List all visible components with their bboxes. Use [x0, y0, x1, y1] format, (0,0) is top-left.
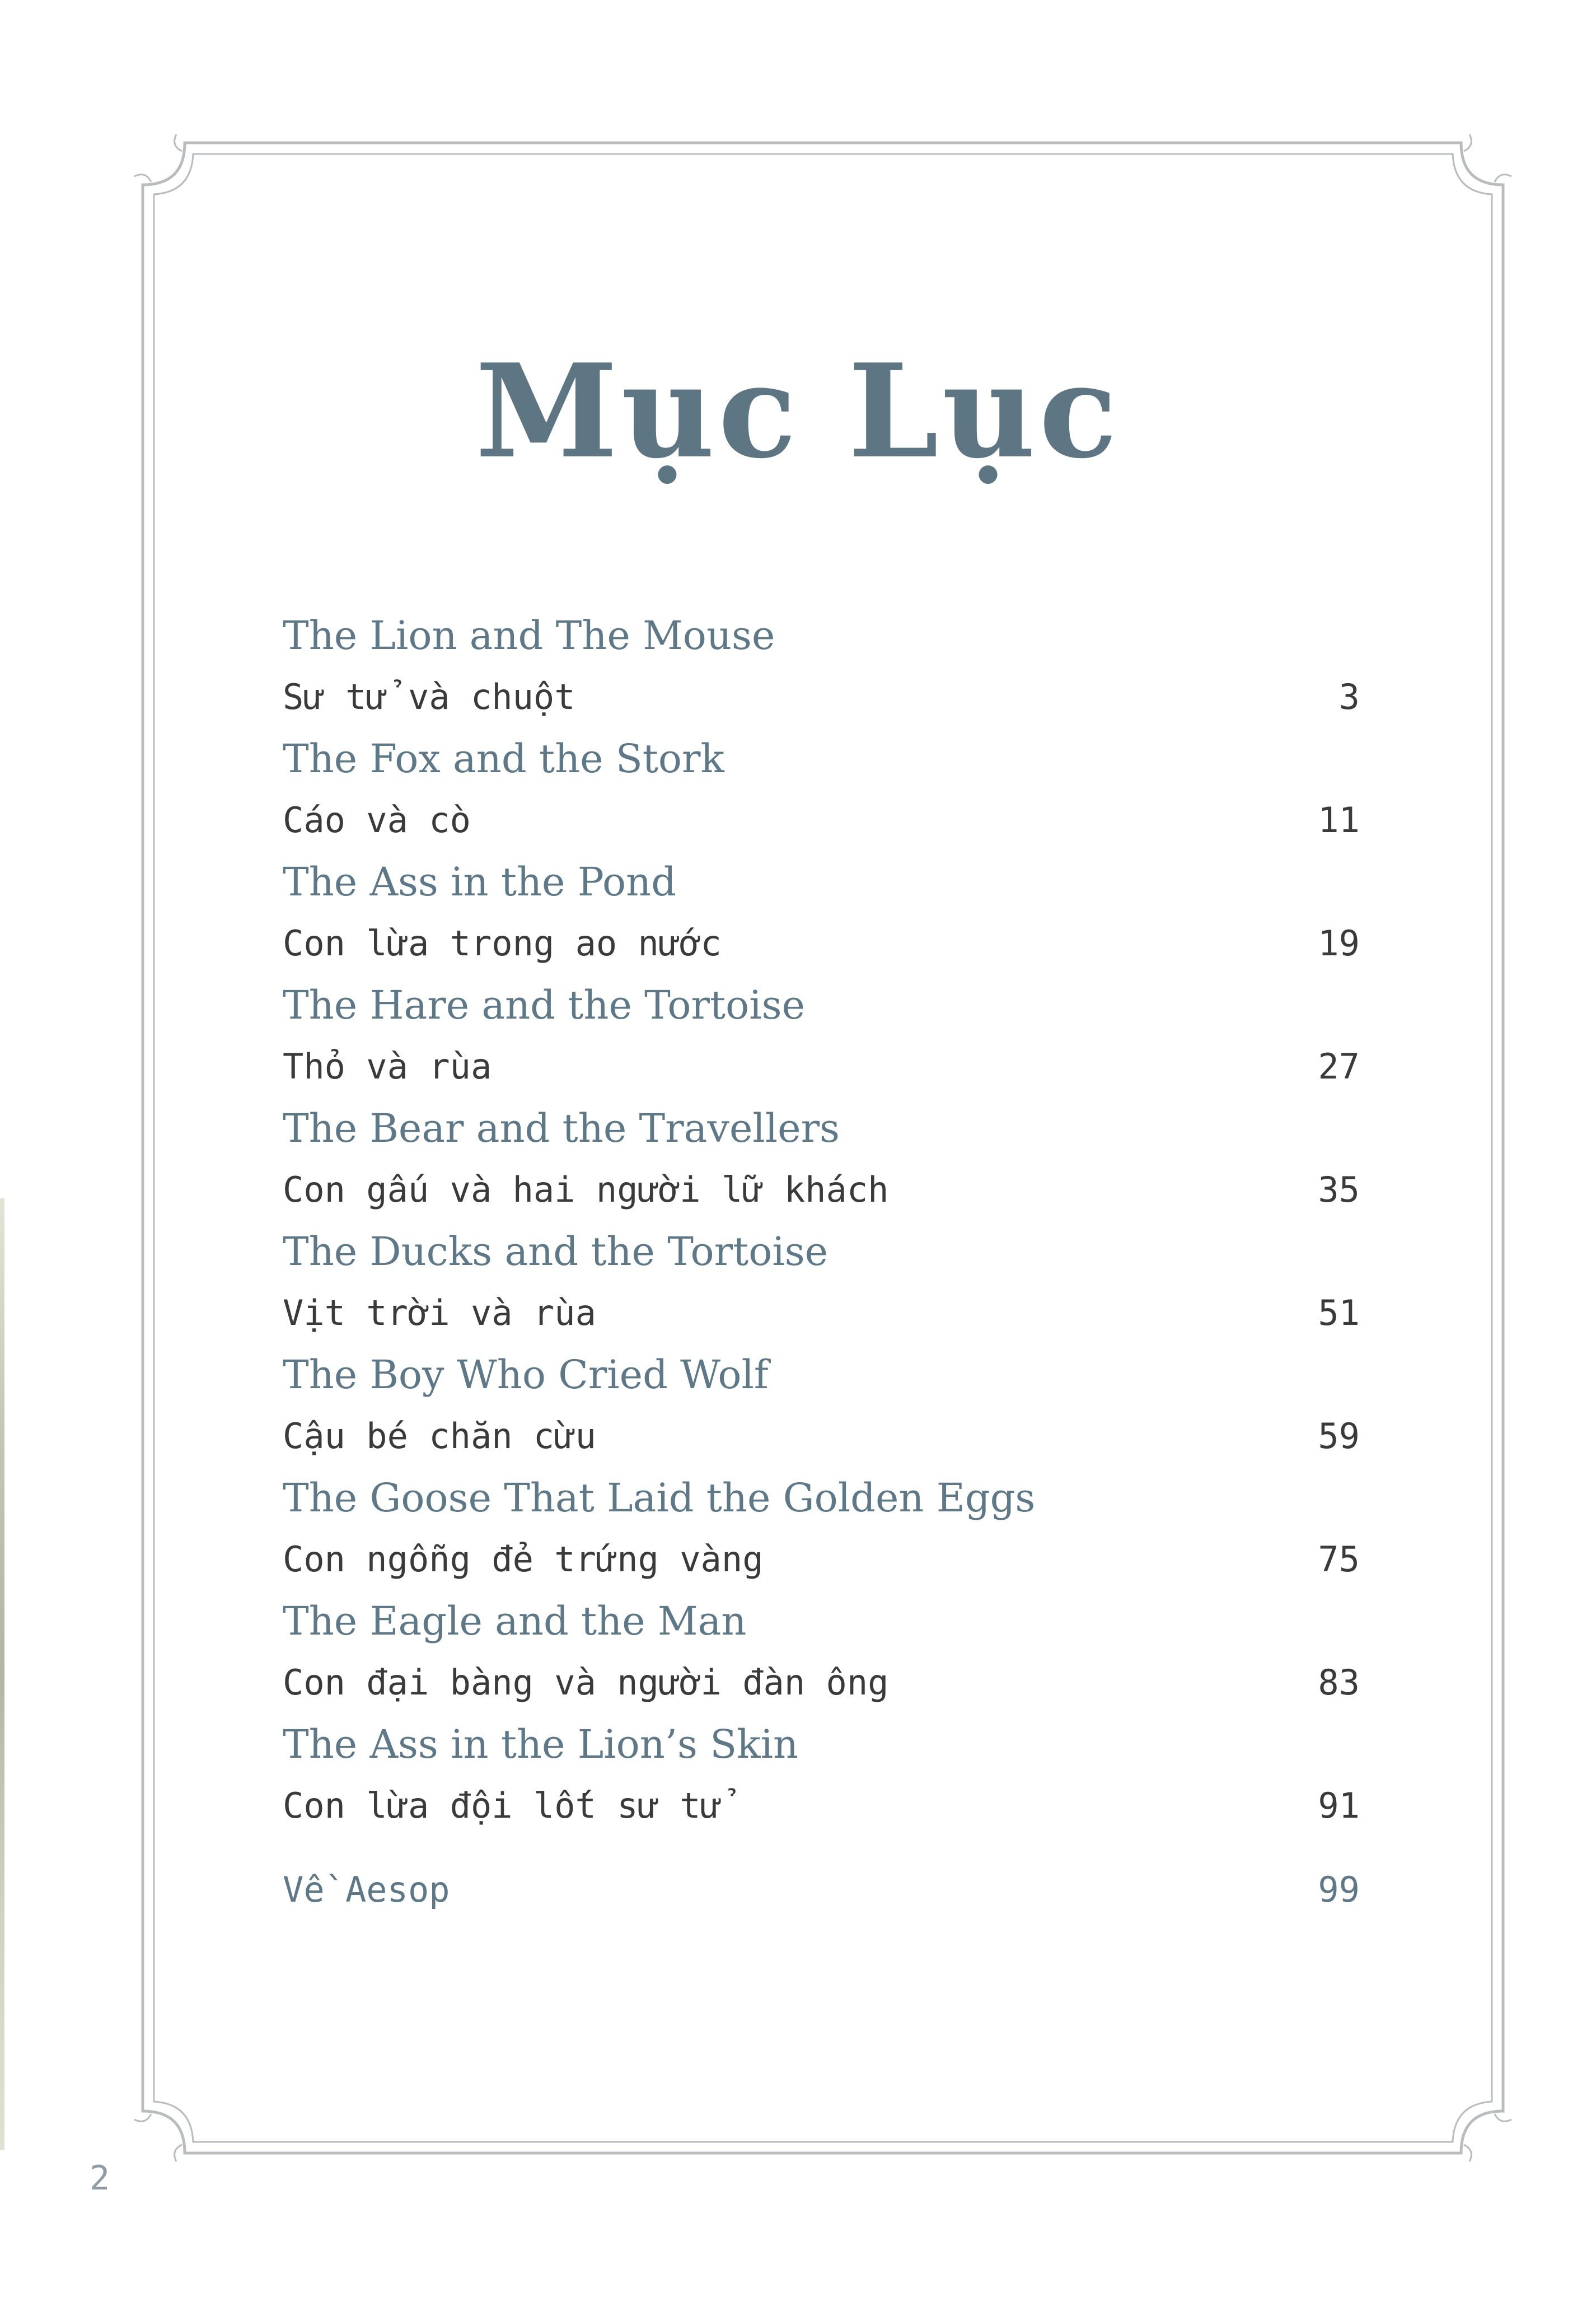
- toc-entry[interactable]: [283, 974, 1363, 1098]
- toc-entry-vietnamese-row: [283, 1529, 1363, 1590]
- toc-entry-page-number: 11: [1318, 800, 1360, 841]
- toc-entry-vietnamese-row: [283, 1036, 1363, 1098]
- page-folio-number: 2: [90, 2159, 110, 2198]
- toc-entry[interactable]: [283, 1590, 1363, 1714]
- toc-entry[interactable]: [283, 1221, 1363, 1344]
- toc-entry-english-title: The Boy Who Cried Wolf: [283, 1352, 769, 1398]
- toc-entry-vietnamese-title: Con ngỗng đẻ trứng vàng: [283, 1539, 764, 1580]
- toc-entry-english-title: The Lion and The Mouse: [283, 613, 775, 659]
- toc-entry-vietnamese-row: [283, 1406, 1363, 1467]
- toc-entry-vietnamese-title: Vịt trời và rùa: [283, 1292, 596, 1333]
- toc-entry-english-title: The Ass in the Pond: [283, 859, 677, 905]
- toc-entry-vietnamese-row: [283, 666, 1363, 728]
- toc-entry[interactable]: [283, 1098, 1363, 1221]
- toc-entry-vietnamese-title: Con đại bàng và người đàn ông: [283, 1662, 889, 1703]
- toc-entry[interactable]: [283, 851, 1363, 974]
- toc-entry-english-title: The Hare and the Tortoise: [283, 982, 806, 1028]
- toc-entry-vietnamese-title: Con lừa đội lốt sư tử: [283, 1785, 722, 1826]
- toc-entry-vietnamese-row: [283, 1652, 1363, 1714]
- toc-entry-english-title: The Ass in the Lion’s Skin: [283, 1721, 799, 1767]
- toc-entry-english-title: The Ducks and the Tortoise: [283, 1229, 829, 1274]
- toc-entry-vietnamese-title: Con gấu và hai người lữ khách: [283, 1169, 889, 1210]
- toc-entry-page-number: 35: [1318, 1169, 1360, 1210]
- toc-entry-english-title: The Eagle and the Man: [283, 1598, 747, 1644]
- page-title: Mục Lục: [475, 336, 1121, 487]
- toc-entry-vietnamese-title: Thỏ và rùa: [283, 1046, 492, 1087]
- toc-entry[interactable]: [283, 1467, 1363, 1590]
- table-of-contents: [283, 605, 1363, 1837]
- toc-entry-vietnamese-row: [283, 1282, 1363, 1344]
- toc-entry-vietnamese-title: Cáo và cò: [283, 800, 471, 841]
- toc-entry[interactable]: [283, 1714, 1363, 1837]
- toc-entry-page-number: 51: [1318, 1292, 1360, 1333]
- toc-entry-page-number: 3: [1338, 676, 1360, 717]
- toc-entry-page-number: 27: [1318, 1046, 1360, 1087]
- toc-entry-page-number: 75: [1318, 1539, 1360, 1580]
- about-aesop-page-number: 99: [1318, 1869, 1360, 1910]
- toc-entry-english-title: The Bear and the Travellers: [283, 1105, 840, 1151]
- toc-entry-vietnamese-row: [283, 1775, 1363, 1837]
- toc-entry-vietnamese-row: [283, 913, 1363, 974]
- toc-entry-vietnamese-row: [283, 1159, 1363, 1221]
- toc-entry-vietnamese-title: Con lừa trong ao nước: [283, 923, 722, 964]
- toc-entry-about-aesop[interactable]: [283, 1859, 1363, 1921]
- toc-entry-page-number: 59: [1318, 1416, 1360, 1456]
- toc-entry-english-title: The Goose That Laid the Golden Eggs: [283, 1475, 1036, 1521]
- about-aesop-label: Về Aesop: [283, 1869, 450, 1910]
- toc-entry-page-number: 91: [1318, 1785, 1360, 1826]
- toc-entry[interactable]: [283, 728, 1363, 851]
- toc-entry-english-title: The Fox and the Stork: [283, 736, 724, 782]
- toc-entry-vietnamese-row: [283, 790, 1363, 851]
- toc-entry-page-number: 83: [1318, 1662, 1360, 1703]
- toc-entry-vietnamese-title: Sư tử và chuột: [283, 676, 575, 717]
- toc-entry[interactable]: [283, 1344, 1363, 1467]
- toc-entry-page-number: 19: [1318, 923, 1360, 964]
- toc-entry-vietnamese-title: Cậu bé chăn cừu: [283, 1416, 596, 1456]
- toc-entry[interactable]: [283, 605, 1363, 728]
